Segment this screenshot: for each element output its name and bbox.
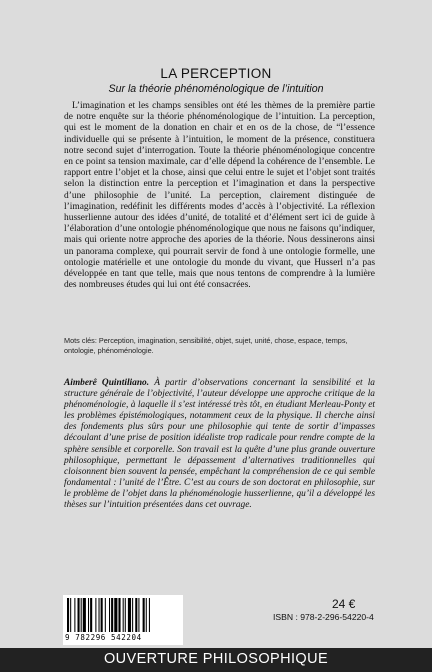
keywords: Mots clés: Perception, imagination, sensibilité, objet, sujet, unité, chose, espace, temps, ontologie, phénoménologie. [64,336,348,355]
barcode-bars [67,598,179,632]
author-bio [64,378,375,511]
isbn: ISBN : 978-2-296-54220-4 [273,612,374,622]
author-name: Aimberê Quintiliano. [64,378,150,388]
barcode-digits: 9 782296 542204 [65,633,142,642]
book-description: L’imagination et les champs sensibles ont été les thèmes de la première partie de notre enquête sur la théorie phénoménologique de l’intuition. La perception, qui est le moment de la donation en chair et en os de la chose, de “l’essence individuelle qui se présente à l’intuition, le moment de la présence, constituera notre second sujet d’interrogation. Toute la théorie phénoménologique concentre en ce point sa tension maximale, car d’elle dépend la cohérence de l’ensemble. Le rapport entre l’objet et la chose, ainsi que celui entre le sujet et l’objet sont traités selon la distinction entre la perception et l’imagination et dans la perspective d’une philosophie de l’unité. La perception, clairement distinguée de l’imagination, redéfinit les différents modes d’accès à l’objectivité. La réflexion husserlienne autour des idées d’unité, de totalité et d’élément sert ici de guide à l’élaboration d’une ontologie phénoménologique que nous ne faisons qu’indiquer, mais qui oriente notre approche des apories de la théorie. Nous dessinerons ainsi un panorama complexe, qui pourrait servir de fond à une ontologie formelle, une ontologie matérielle et une ontologie du monde du vivant, que Husserl n’a pas développée en tant que telle, mais que nous tentons de comprendre à la lumière des nombreuses études qui lui ont été consacrées. [64,101,375,291]
price: 24 € [332,597,356,611]
author-bio-text: À partir d’observations concernant la sensibilité et la structure générale de l’objectivité, l’auteur développe une approche critique de la phénoménologie, à laquelle il s’est intéressé très tôt, en étudiant Merleau-Ponty et les problèmes épistémologiques, notamment ceux de la physique. Il cherche ainsi des fondements plus sûrs pour une philosophie qui tente de sortir d’impasses découlant d’une prise de position idéaliste trop radicale pour rendre compte de la sphère sensible et corporelle. Son travail est la quête d’une plus grande ouverture philosophique, permettant le dépassement d’alternatives traditionnelles qui cloisonnent bien souvent la pensée, empêchant la compréhension de ce qui semble fondamental : l’unité de l’Être. C’est au cours de son doctorat en philosophie, sur le problème de l’objet dans la phénoménologie husserlienne, qu’il a développé les thèses sur l’intuition présentées dans cet ouvrage. [64,378,375,511]
book-subtitle: Sur la théorie phénoménologique de l’intuition [108,83,324,95]
series-name: OUVERTURE PHILOSOPHIQUE [103,651,329,667]
book-title: LA PERCEPTION [160,66,272,81]
barcode [63,595,183,645]
